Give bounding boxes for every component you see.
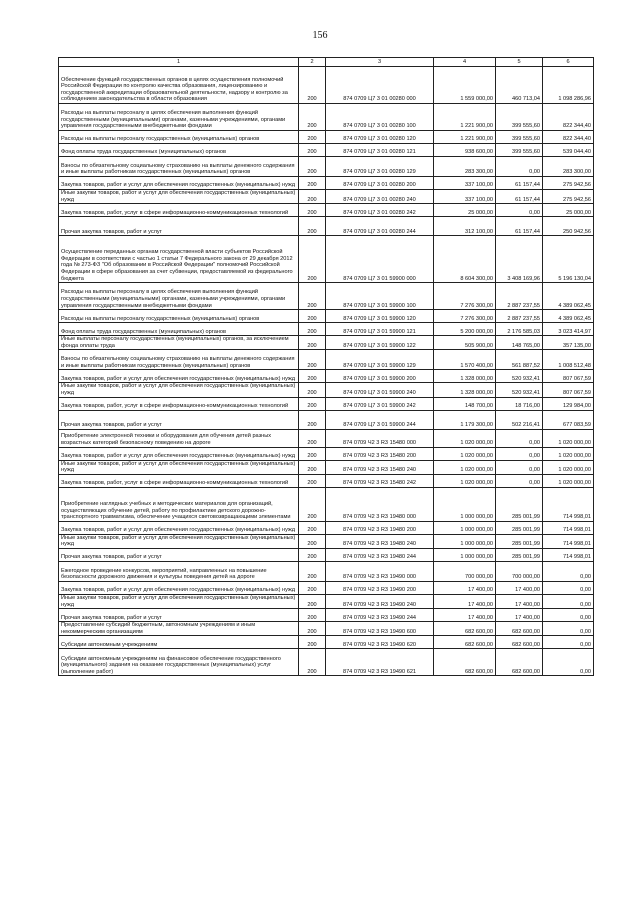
column-header: 6 xyxy=(543,58,594,67)
cell-v3: 1 098 286,96 xyxy=(543,67,594,104)
cell-v1: 337 100,00 xyxy=(434,177,496,190)
cell-name: Приобретение электронной техники и оборудования для обучения детей разных возрастных категорий безопасному поведению на дороге xyxy=(59,429,299,447)
cell-code: 200 xyxy=(299,594,326,608)
table-row xyxy=(59,548,594,561)
cell-v1: 1 179 300,00 xyxy=(434,410,496,429)
table-row xyxy=(59,649,594,676)
cell-v2: 17 400,00 xyxy=(496,594,543,608)
table-row xyxy=(59,310,594,323)
cell-v3: 4 389 062,45 xyxy=(543,283,594,310)
cell-v2: 460 713,04 xyxy=(496,67,543,104)
cell-name: Иные закупки товаров, работ и услуг для обеспечения государственных (муниципальных) нужд xyxy=(59,460,299,474)
cell-code: 200 xyxy=(299,67,326,104)
budget-table xyxy=(58,57,594,676)
cell-kbk: 874 0709 Ч2 3 R3 19480 200 xyxy=(326,521,434,534)
cell-v2: 399 555,60 xyxy=(496,131,543,144)
cell-v2: 399 555,60 xyxy=(496,104,543,131)
cell-v2: 520 932,41 xyxy=(496,383,543,397)
cell-code: 200 xyxy=(299,190,326,204)
cell-code: 200 xyxy=(299,236,326,283)
cell-code: 200 xyxy=(299,447,326,460)
cell-v2: 682 600,00 xyxy=(496,649,543,676)
cell-v3: 275 942,56 xyxy=(543,177,594,190)
cell-code: 200 xyxy=(299,104,326,131)
cell-v3: 25 000,00 xyxy=(543,204,594,217)
cell-v1: 283 300,00 xyxy=(434,157,496,177)
cell-v1: 1 020 000,00 xyxy=(434,460,496,474)
cell-v2: 61 157,44 xyxy=(496,177,543,190)
cell-v2: 0,00 xyxy=(496,157,543,177)
cell-v1: 1 328 000,00 xyxy=(434,370,496,383)
cell-kbk: 874 0709 Ц7 3 01 00280 121 xyxy=(326,144,434,157)
cell-code: 200 xyxy=(299,131,326,144)
cell-v2: 18 716,00 xyxy=(496,397,543,410)
cell-kbk: 874 0709 Ч2 3 R3 19480 244 xyxy=(326,548,434,561)
cell-v1: 1 221 900,00 xyxy=(434,104,496,131)
cell-code: 200 xyxy=(299,204,326,217)
cell-kbk: 874 0709 Ч2 3 R3 19490 240 xyxy=(326,594,434,608)
cell-v2: 700 000,00 xyxy=(496,561,543,581)
cell-v2: 399 555,60 xyxy=(496,144,543,157)
cell-v2: 0,00 xyxy=(496,447,543,460)
cell-name: Иные закупки товаров, работ и услуг для обеспечения государственных (муниципальных) нужд xyxy=(59,534,299,548)
cell-name: Расходы на выплаты персоналу в целях обеспечения выполнения функций государственными (муниципальными) органами, казенными учреждениями, органами управления государственными внебюджетными фондами xyxy=(59,104,299,131)
cell-name: Иные закупки товаров, работ и услуг для обеспечения государственных (муниципальных) нужд xyxy=(59,190,299,204)
table-row xyxy=(59,397,594,410)
cell-v2: 285 001,99 xyxy=(496,534,543,548)
cell-v1: 700 000,00 xyxy=(434,561,496,581)
cell-code: 200 xyxy=(299,474,326,487)
cell-v2: 148 765,00 xyxy=(496,336,543,350)
cell-code: 200 xyxy=(299,622,326,636)
cell-code: 200 xyxy=(299,636,326,649)
table-row xyxy=(59,336,594,350)
table-row xyxy=(59,609,594,622)
cell-v2: 2 887 237,55 xyxy=(496,283,543,310)
cell-v2: 0,00 xyxy=(496,204,543,217)
cell-v3: 5 196 130,04 xyxy=(543,236,594,283)
cell-v2: 520 932,41 xyxy=(496,370,543,383)
cell-v3: 0,00 xyxy=(543,594,594,608)
cell-v1: 25 000,00 xyxy=(434,204,496,217)
cell-kbk: 874 0709 Ц7 3 01 59900 100 xyxy=(326,283,434,310)
cell-name: Закупка товаров, работ, услуг в сфере информационно-коммуникационных технологий xyxy=(59,204,299,217)
cell-v1: 1 000 000,00 xyxy=(434,548,496,561)
cell-v1: 337 100,00 xyxy=(434,190,496,204)
cell-v3: 283 300,00 xyxy=(543,157,594,177)
cell-name: Закупка товаров, работ и услуг для обеспечения государственных (муниципальных) нужд xyxy=(59,581,299,594)
cell-code: 200 xyxy=(299,521,326,534)
cell-kbk: 874 0709 Ц7 3 01 59900 121 xyxy=(326,323,434,336)
cell-kbk: 874 0709 Ц7 3 01 59900 120 xyxy=(326,310,434,323)
cell-v3: 0,00 xyxy=(543,561,594,581)
cell-kbk: 874 0709 Ч2 3 R3 19490 000 xyxy=(326,561,434,581)
cell-v3: 275 942,56 xyxy=(543,190,594,204)
cell-v2: 61 157,44 xyxy=(496,217,543,236)
cell-name: Закупка товаров, работ, услуг в сфере информационно-коммуникационных технологий xyxy=(59,397,299,410)
cell-v2: 17 400,00 xyxy=(496,581,543,594)
table-row xyxy=(59,581,594,594)
cell-kbk: 874 0709 Ч2 3 R3 15480 240 xyxy=(326,460,434,474)
cell-kbk: 874 0709 Ц7 3 01 59900 000 xyxy=(326,236,434,283)
cell-v3: 677 083,59 xyxy=(543,410,594,429)
cell-code: 200 xyxy=(299,429,326,447)
cell-v1: 8 604 300,00 xyxy=(434,236,496,283)
cell-code: 200 xyxy=(299,177,326,190)
cell-v3: 714 998,01 xyxy=(543,548,594,561)
table-row xyxy=(59,217,594,236)
cell-code: 200 xyxy=(299,609,326,622)
cell-kbk: 874 0709 Ч2 3 R3 19480 240 xyxy=(326,534,434,548)
cell-v3: 1 020 000,00 xyxy=(543,460,594,474)
cell-name: Фонд оплаты труда государственных (муниципальных) органов xyxy=(59,323,299,336)
table-row xyxy=(59,67,594,104)
cell-v2: 0,00 xyxy=(496,474,543,487)
cell-v1: 1 221 900,00 xyxy=(434,131,496,144)
table-row xyxy=(59,383,594,397)
table-row xyxy=(59,177,594,190)
cell-code: 200 xyxy=(299,323,326,336)
table-row xyxy=(59,429,594,447)
cell-v1: 17 400,00 xyxy=(434,609,496,622)
cell-v1: 1 020 000,00 xyxy=(434,429,496,447)
table-row xyxy=(59,104,594,131)
cell-v2: 682 600,00 xyxy=(496,622,543,636)
cell-v3: 0,00 xyxy=(543,609,594,622)
cell-name: Расходы на выплаты персоналу государственных (муниципальных) органов xyxy=(59,310,299,323)
cell-kbk: 874 0709 Ц7 3 01 59900 244 xyxy=(326,410,434,429)
cell-v3: 0,00 xyxy=(543,581,594,594)
cell-v2: 502 216,41 xyxy=(496,410,543,429)
table-row xyxy=(59,487,594,521)
cell-v2: 2 176 585,03 xyxy=(496,323,543,336)
cell-v3: 807 067,59 xyxy=(543,370,594,383)
cell-v2: 285 001,99 xyxy=(496,548,543,561)
cell-code: 200 xyxy=(299,561,326,581)
cell-v1: 682 600,00 xyxy=(434,649,496,676)
cell-name: Прочая закупка товаров, работ и услуг xyxy=(59,217,299,236)
cell-kbk: 874 0709 Ц7 3 01 00280 242 xyxy=(326,204,434,217)
cell-kbk: 874 0709 Ч2 3 R3 19490 200 xyxy=(326,581,434,594)
cell-v1: 7 276 300,00 xyxy=(434,310,496,323)
cell-kbk: 874 0709 Ц7 3 01 00280 100 xyxy=(326,104,434,131)
table-row xyxy=(59,323,594,336)
cell-code: 200 xyxy=(299,217,326,236)
table-row xyxy=(59,474,594,487)
cell-kbk: 874 0709 Ц7 3 01 59900 129 xyxy=(326,350,434,370)
cell-kbk: 874 0709 Ц7 3 01 59900 200 xyxy=(326,370,434,383)
cell-v3: 357 135,00 xyxy=(543,336,594,350)
cell-v3: 714 998,01 xyxy=(543,534,594,548)
cell-name: Закупка товаров, работ и услуг для обеспечения государственных (муниципальных) нужд xyxy=(59,177,299,190)
cell-code: 200 xyxy=(299,548,326,561)
cell-v1: 1 000 000,00 xyxy=(434,487,496,521)
table-row xyxy=(59,283,594,310)
cell-code: 200 xyxy=(299,383,326,397)
cell-code: 200 xyxy=(299,534,326,548)
cell-name: Иные закупки товаров, работ и услуг для обеспечения государственных (муниципальных) нужд xyxy=(59,383,299,397)
cell-v2: 682 600,00 xyxy=(496,636,543,649)
table-row xyxy=(59,144,594,157)
cell-kbk: 874 0709 Ч2 3 R3 15480 200 xyxy=(326,447,434,460)
cell-kbk: 874 0709 Ц7 3 01 59900 242 xyxy=(326,397,434,410)
cell-code: 200 xyxy=(299,581,326,594)
cell-name: Иные выплаты персоналу государственных (муниципальных) органов, за исключением фонда оплаты труда xyxy=(59,336,299,350)
cell-v1: 682 600,00 xyxy=(434,622,496,636)
cell-v3: 539 044,40 xyxy=(543,144,594,157)
cell-v3: 4 389 062,45 xyxy=(543,310,594,323)
cell-kbk: 874 0709 Ц7 3 01 00280 244 xyxy=(326,217,434,236)
cell-name: Обеспечение функций государственных органов в целях осуществления полномочий Российской Федерации по контролю качества образования, лицензированию и государственной аккредитации образовательной деятельности, надзору и контролю за соблюдением законодательства в области образования xyxy=(59,67,299,104)
cell-name: Расходы на выплаты персоналу государственных (муниципальных) органов xyxy=(59,131,299,144)
cell-v1: 1 570 400,00 xyxy=(434,350,496,370)
cell-v3: 0,00 xyxy=(543,622,594,636)
table-row xyxy=(59,236,594,283)
cell-name: Субсидии автономным учреждениям на финансовое обеспечение государственного (муниципального) задания на оказание государственных (муниципальных) услуг (выполнение работ) xyxy=(59,649,299,676)
column-header: 1 xyxy=(59,58,299,67)
cell-v3: 1 020 000,00 xyxy=(543,447,594,460)
cell-kbk: 874 0709 Ч2 3 R3 19480 000 xyxy=(326,487,434,521)
column-header: 5 xyxy=(496,58,543,67)
cell-v3: 129 984,00 xyxy=(543,397,594,410)
page-number: 156 xyxy=(312,30,328,41)
cell-v3: 250 942,56 xyxy=(543,217,594,236)
cell-name: Ежегодное проведение конкурсов, мероприятий, направленных на повышение безопасности дорожного движения и культуры поведения детей на дороге xyxy=(59,561,299,581)
cell-v3: 822 344,40 xyxy=(543,104,594,131)
header-row xyxy=(59,58,594,67)
cell-kbk: 874 0709 Ц7 3 01 59900 240 xyxy=(326,383,434,397)
cell-v2: 285 001,99 xyxy=(496,487,543,521)
cell-v1: 938 600,00 xyxy=(434,144,496,157)
cell-v3: 1 008 512,48 xyxy=(543,350,594,370)
cell-name: Закупка товаров, работ, услуг в сфере информационно-коммуникационных технологий xyxy=(59,474,299,487)
cell-code: 200 xyxy=(299,310,326,323)
cell-code: 200 xyxy=(299,283,326,310)
cell-v3: 3 023 414,97 xyxy=(543,323,594,336)
cell-code: 200 xyxy=(299,410,326,429)
table-row xyxy=(59,594,594,608)
table-row xyxy=(59,534,594,548)
cell-name: Осуществление переданных органам государственной власти субъектов Российской Федерации в соответствии с частью 1 статьи 7 Федерального закона от 29 декабря 2012 года № 273-ФЗ "Об образовании в Российской Федерации" полномочий Российской Федерации в сфере образования за счет субвенции, предоставляемой из федерального бюджета xyxy=(59,236,299,283)
cell-v1: 17 400,00 xyxy=(434,581,496,594)
table-row xyxy=(59,204,594,217)
cell-v3: 1 020 000,00 xyxy=(543,429,594,447)
cell-v2: 2 887 237,55 xyxy=(496,310,543,323)
cell-name: Взносы по обязательному социальному страхованию на выплаты денежного содержания и иные выплаты работникам государственных (муниципальных) органов xyxy=(59,157,299,177)
cell-v3: 0,00 xyxy=(543,649,594,676)
cell-v2: 0,00 xyxy=(496,429,543,447)
table-row xyxy=(59,370,594,383)
cell-kbk: 874 0709 Ч2 3 R3 19490 621 xyxy=(326,649,434,676)
cell-v1: 5 200 000,00 xyxy=(434,323,496,336)
cell-name: Взносы по обязательному социальному страхованию на выплаты денежного содержания и иные выплаты работникам государственных (муниципальных) органов xyxy=(59,350,299,370)
cell-kbk: 874 0709 Ц7 3 01 59900 122 xyxy=(326,336,434,350)
cell-v1: 312 100,00 xyxy=(434,217,496,236)
cell-name: Предоставление субсидий бюджетным, автономным учреждениям и иным некоммерческим организациям xyxy=(59,622,299,636)
table-row xyxy=(59,350,594,370)
cell-code: 200 xyxy=(299,157,326,177)
cell-v1: 17 400,00 xyxy=(434,594,496,608)
cell-kbk: 874 0709 Ц7 3 01 00280 129 xyxy=(326,157,434,177)
cell-code: 200 xyxy=(299,460,326,474)
cell-v2: 61 157,44 xyxy=(496,190,543,204)
table-row xyxy=(59,561,594,581)
cell-v1: 1 559 000,00 xyxy=(434,67,496,104)
cell-code: 200 xyxy=(299,370,326,383)
table-row xyxy=(59,131,594,144)
cell-code: 200 xyxy=(299,336,326,350)
cell-v3: 714 998,01 xyxy=(543,487,594,521)
cell-v2: 17 400,00 xyxy=(496,609,543,622)
cell-v3: 714 998,01 xyxy=(543,521,594,534)
cell-name: Прочая закупка товаров, работ и услуг xyxy=(59,410,299,429)
table-row xyxy=(59,447,594,460)
cell-v1: 1 000 000,00 xyxy=(434,521,496,534)
column-header: 3 xyxy=(326,58,434,67)
cell-code: 200 xyxy=(299,144,326,157)
cell-v1: 505 900,00 xyxy=(434,336,496,350)
cell-v1: 1 000 000,00 xyxy=(434,534,496,548)
cell-v1: 1 328 000,00 xyxy=(434,383,496,397)
cell-code: 200 xyxy=(299,350,326,370)
cell-v3: 822 344,40 xyxy=(543,131,594,144)
cell-v2: 285 001,99 xyxy=(496,521,543,534)
cell-v1: 1 020 000,00 xyxy=(434,447,496,460)
cell-kbk: 874 0709 Ц7 3 01 00280 240 xyxy=(326,190,434,204)
cell-name: Закупка товаров, работ и услуг для обеспечения государственных (муниципальных) нужд xyxy=(59,370,299,383)
cell-name: Фонд оплаты труда государственных (муниципальных) органов xyxy=(59,144,299,157)
cell-v1: 682 600,00 xyxy=(434,636,496,649)
cell-name: Прочая закупка товаров, работ и услуг xyxy=(59,548,299,561)
cell-kbk: 874 0709 Ч2 3 R3 19490 620 xyxy=(326,636,434,649)
cell-kbk: 874 0709 Ч2 3 R3 15480 000 xyxy=(326,429,434,447)
cell-kbk: 874 0709 Ц7 3 01 00280 000 xyxy=(326,67,434,104)
table-row xyxy=(59,460,594,474)
cell-v1: 7 276 300,00 xyxy=(434,283,496,310)
table-row xyxy=(59,636,594,649)
cell-v1: 1 020 000,00 xyxy=(434,474,496,487)
cell-name: Субсидии автономным учреждениям xyxy=(59,636,299,649)
cell-kbk: 874 0709 Ц7 3 01 00280 200 xyxy=(326,177,434,190)
table-row xyxy=(59,410,594,429)
cell-v2: 561 887,52 xyxy=(496,350,543,370)
cell-v1: 148 700,00 xyxy=(434,397,496,410)
table-row xyxy=(59,521,594,534)
cell-name: Иные закупки товаров, работ и услуг для обеспечения государственных (муниципальных) нужд xyxy=(59,594,299,608)
column-header: 2 xyxy=(299,58,326,67)
cell-kbk: 874 0709 Ч2 3 R3 15480 242 xyxy=(326,474,434,487)
cell-v3: 1 020 000,00 xyxy=(543,474,594,487)
cell-name: Расходы на выплаты персоналу в целях обеспечения выполнения функций государственными (муниципальными) органами, казенными учреждениями, органами управления государственными внебюджетными фондами xyxy=(59,283,299,310)
table-row xyxy=(59,157,594,177)
cell-name: Закупка товаров, работ и услуг для обеспечения государственных (муниципальных) нужд xyxy=(59,521,299,534)
cell-code: 200 xyxy=(299,649,326,676)
cell-kbk: 874 0709 Ц7 3 01 00280 120 xyxy=(326,131,434,144)
cell-kbk: 874 0709 Ч2 3 R3 19490 244 xyxy=(326,609,434,622)
column-header: 4 xyxy=(434,58,496,67)
cell-name: Прочая закупка товаров, работ и услуг xyxy=(59,609,299,622)
cell-code: 200 xyxy=(299,487,326,521)
cell-kbk: 874 0709 Ч2 3 R3 19490 600 xyxy=(326,622,434,636)
cell-code: 200 xyxy=(299,397,326,410)
cell-v2: 3 408 169,96 xyxy=(496,236,543,283)
cell-v3: 0,00 xyxy=(543,636,594,649)
cell-v2: 0,00 xyxy=(496,460,543,474)
table-row xyxy=(59,190,594,204)
cell-name: Приобретение наглядных учебных и методических материалов для организаций, осуществляющих обучение детей, работу по профилактике детского дорожно-транспортного травматизма, обеспечение учащихся световозвращающими элементами xyxy=(59,487,299,521)
cell-name: Закупка товаров, работ и услуг для обеспечения государственных (муниципальных) нужд xyxy=(59,447,299,460)
cell-v3: 807 067,59 xyxy=(543,383,594,397)
table-row xyxy=(59,622,594,636)
